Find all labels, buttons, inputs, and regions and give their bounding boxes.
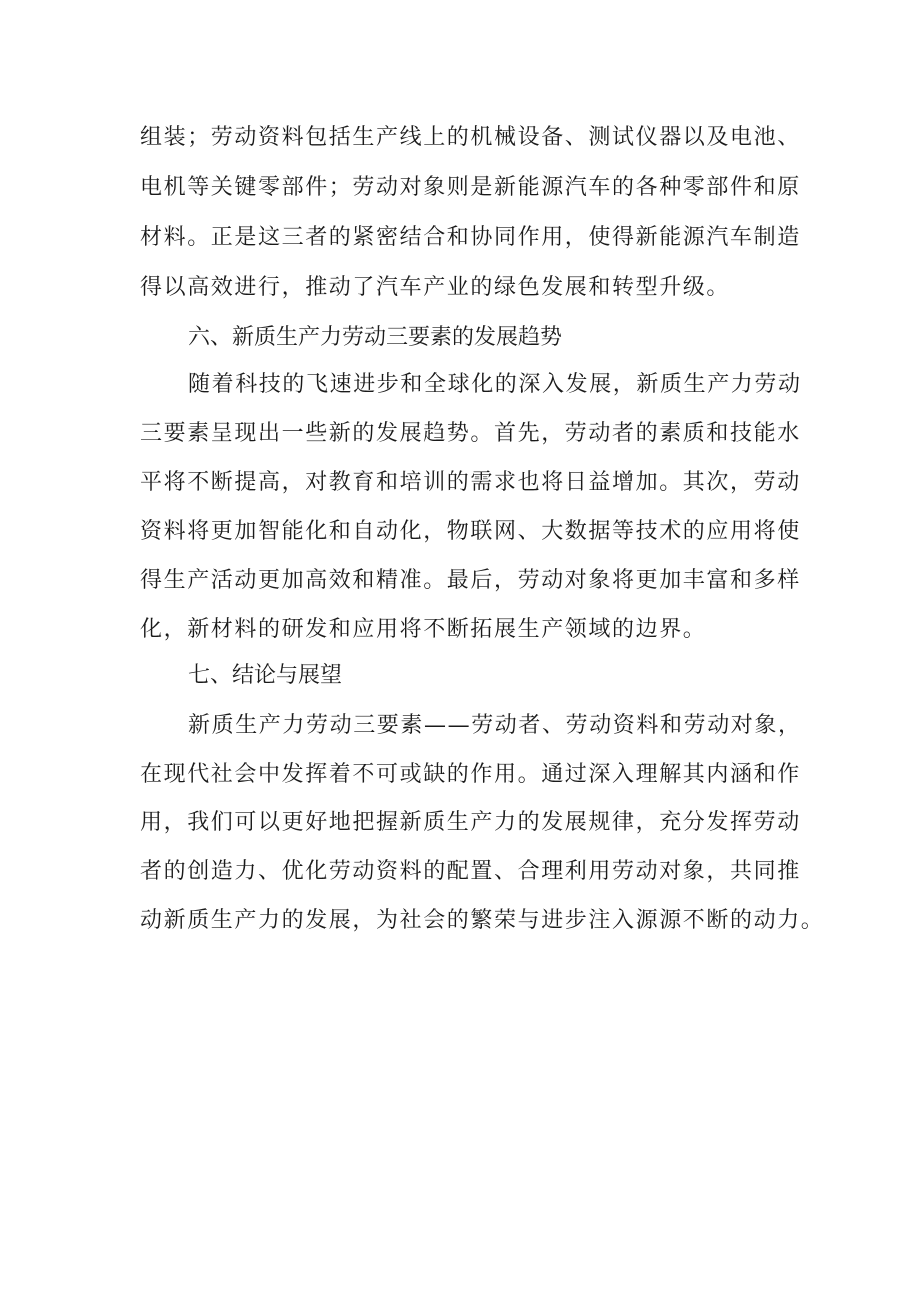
text-line: 平将不断提高，对教育和培训的需求也将日益增加。其次，劳动 [140, 470, 801, 495]
text-line: 得生产活动更加高效和精准。最后，劳动对象将更加丰富和多样 [140, 568, 801, 593]
text-line: 在现代社会中发挥着不可或缺的作用。通过深入理解其内涵和作 [140, 762, 801, 787]
text-line: 得以高效进行，推动了汽车产业的绿色发展和转型升级。 [140, 275, 731, 300]
text-line: 电机等关键零部件；劳动对象则是新能源汽车的各种零部件和原 [140, 175, 801, 200]
text-line: 材料。正是这三者的紧密结合和协同作用，使得新能源汽车制造 [140, 225, 801, 250]
section-6-heading: 六、新质生产力劳动三要素的发展趋势 [188, 325, 563, 350]
text-line: 组装；劳动资料包括生产线上的机械设备、测试仪器以及电池、 [140, 125, 801, 150]
text-line: 者的创造力、优化劳动资料的配置、合理利用劳动对象，共同推 [140, 859, 801, 884]
text-line: 化，新材料的研发和应用将不断拓展生产领域的边界。 [140, 617, 707, 642]
text-line: 新质生产力劳动三要素——劳动者、劳动资料和劳动对象， [188, 713, 802, 738]
section-7-heading: 七、结论与展望 [188, 663, 343, 688]
text-line: 用，我们可以更好地把握新质生产力的发展规律，充分发挥劳动 [140, 810, 801, 835]
text-line: 随着科技的飞速进步和全球化的深入发展，新质生产力劳动 [188, 372, 802, 397]
text-line: 三要素呈现出一些新的发展趋势。首先，劳动者的素质和技能水 [140, 421, 801, 446]
text-line: 资料将更加智能化和自动化，物联网、大数据等技术的应用将使 [140, 519, 801, 544]
text-line: 动新质生产力的发展，为社会的繁荣与进步注入源源不断的动力。 [140, 908, 825, 933]
